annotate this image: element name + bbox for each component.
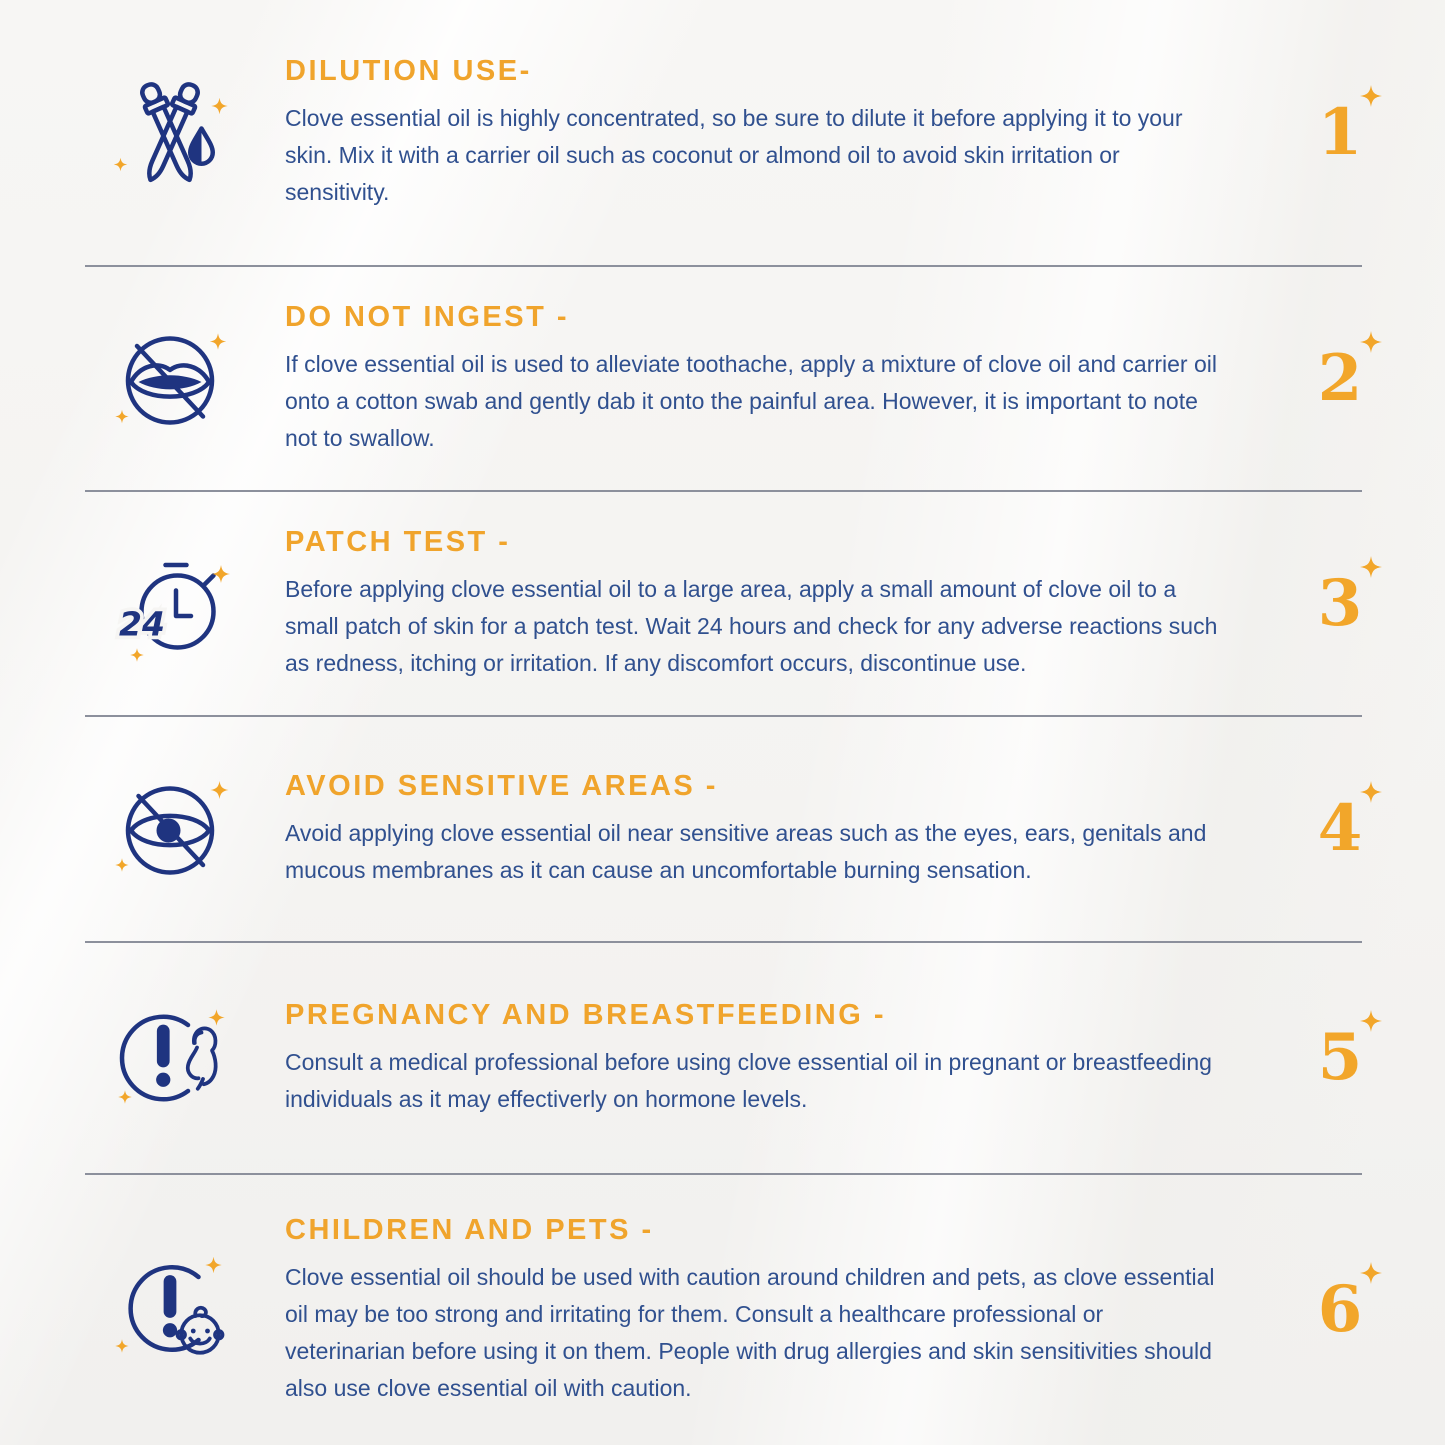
number-column — [1235, 94, 1445, 170]
step-number-text: 5 — [1317, 1020, 1363, 1095]
sparkle-icon — [1358, 1260, 1384, 1286]
section-avoid-sensitive-areas — [0, 717, 1445, 941]
sparkle-icon — [114, 157, 128, 171]
sparkle-icon — [1358, 554, 1384, 580]
text-column — [285, 55, 1235, 211]
text-column — [285, 526, 1235, 682]
text-column — [285, 301, 1235, 457]
icon-column — [0, 73, 285, 193]
text-column — [285, 1214, 1235, 1407]
number-column — [1235, 791, 1445, 866]
pregnancy-warning-icon — [110, 998, 230, 1118]
step-number — [1317, 1020, 1363, 1095]
step-number — [1317, 1272, 1363, 1347]
step-number — [1317, 565, 1363, 641]
sparkle-icon — [115, 409, 129, 423]
step-number-text: 1 — [1317, 94, 1363, 170]
section-body: Clove essential oil should be used with caution around children and pets, as clove essential oil may be too strong and irritating for them. Consult a healthcare professional or veterinarian before using it on them. People with drug allergies and skin sensitivities should also use clove essential oil with caution. — [285, 1263, 1215, 1401]
section-body: Clove essential oil is highly concentrated, so be sure to dilute it before applying it to your skin. Mix it with a carrier oil such as coconut or almond oil to avoid skin irritation or sensitivity. — [285, 104, 1183, 205]
section-body: Consult a medical professional before using clove essential oil in pregnant or breastfeeding individuals as it may effectiverly on hormone levels. — [285, 1048, 1212, 1112]
text-column — [285, 770, 1235, 889]
number-column — [1235, 1020, 1445, 1095]
step-number-text: 2 — [1317, 340, 1363, 416]
sparkle-icon — [115, 1339, 129, 1353]
sparkle-icon — [212, 565, 230, 583]
text-column — [285, 999, 1235, 1118]
icon-column — [0, 544, 285, 664]
step-number-text: 6 — [1317, 1272, 1363, 1347]
sparkle-icon — [210, 333, 227, 350]
droppers-icon — [110, 73, 230, 193]
section-title: PREGNANCY AND BREASTFEEDING - — [285, 998, 886, 1031]
sparkle-icon — [211, 97, 228, 114]
sparkle-icon — [118, 1090, 132, 1104]
section-pregnancy-breastfeeding — [0, 943, 1445, 1173]
section-children-and-pets — [0, 1175, 1445, 1445]
step-number-text: 4 — [1317, 791, 1363, 866]
icon-column — [0, 998, 285, 1118]
sparkle-icon — [130, 648, 144, 662]
sparkle-icon — [205, 1257, 222, 1274]
icon-column — [0, 319, 285, 439]
section-title: AVOID SENSITIVE AREAS - — [285, 769, 718, 802]
section-dilution-use — [0, 0, 1445, 265]
sparkle-icon — [1358, 329, 1384, 355]
icon-column — [0, 1250, 285, 1370]
step-number — [1317, 340, 1363, 416]
section-title: DO NOT INGEST - — [285, 300, 569, 333]
24-hour-stopwatch-icon — [110, 544, 230, 664]
icon-column — [0, 769, 285, 889]
number-column — [1235, 565, 1445, 641]
24-label: 24 — [119, 604, 165, 643]
section-title: DILUTION USE- — [285, 54, 532, 87]
number-column — [1235, 340, 1445, 416]
sparkle-icon — [115, 858, 129, 872]
sparkle-icon — [1358, 83, 1384, 109]
section-title: PATCH TEST - — [285, 525, 511, 558]
section-body: Avoid applying clove essential oil near sensitive areas such as the eyes, ears, genitals and mucous membranes as it can cause an uncomfortable burning sensation. — [285, 819, 1207, 883]
sparkle-icon — [1358, 779, 1384, 805]
no-eye-icon — [110, 769, 230, 889]
step-number — [1317, 94, 1363, 170]
no-ingest-lips-icon — [110, 319, 230, 439]
children-pets-warning-icon — [110, 1250, 230, 1370]
section-body: Before applying clove essential oil to a large area, apply a small amount of clove oil to a small patch of skin for a patch test. Wait 24 hours and check for any adverse reactions such as redness, itching or irritation. If any discomfort occurs, discontinue use. — [285, 575, 1218, 676]
sparkle-icon — [211, 781, 229, 799]
step-number — [1317, 791, 1363, 866]
number-column — [1235, 1272, 1445, 1347]
section-body: If clove essential oil is used to alleviate toothache, apply a mixture of clove oil and carrier oil onto a cotton swab and gently dab it onto the painful area. However, it is important to note not to swallow. — [285, 350, 1217, 451]
section-title: CHILDREN AND PETS - — [285, 1213, 654, 1246]
sparkle-icon — [1358, 1008, 1384, 1034]
sparkle-icon — [208, 1009, 225, 1026]
step-number-text: 3 — [1317, 565, 1363, 641]
section-patch-test — [0, 492, 1445, 715]
section-do-not-ingest — [0, 267, 1445, 490]
